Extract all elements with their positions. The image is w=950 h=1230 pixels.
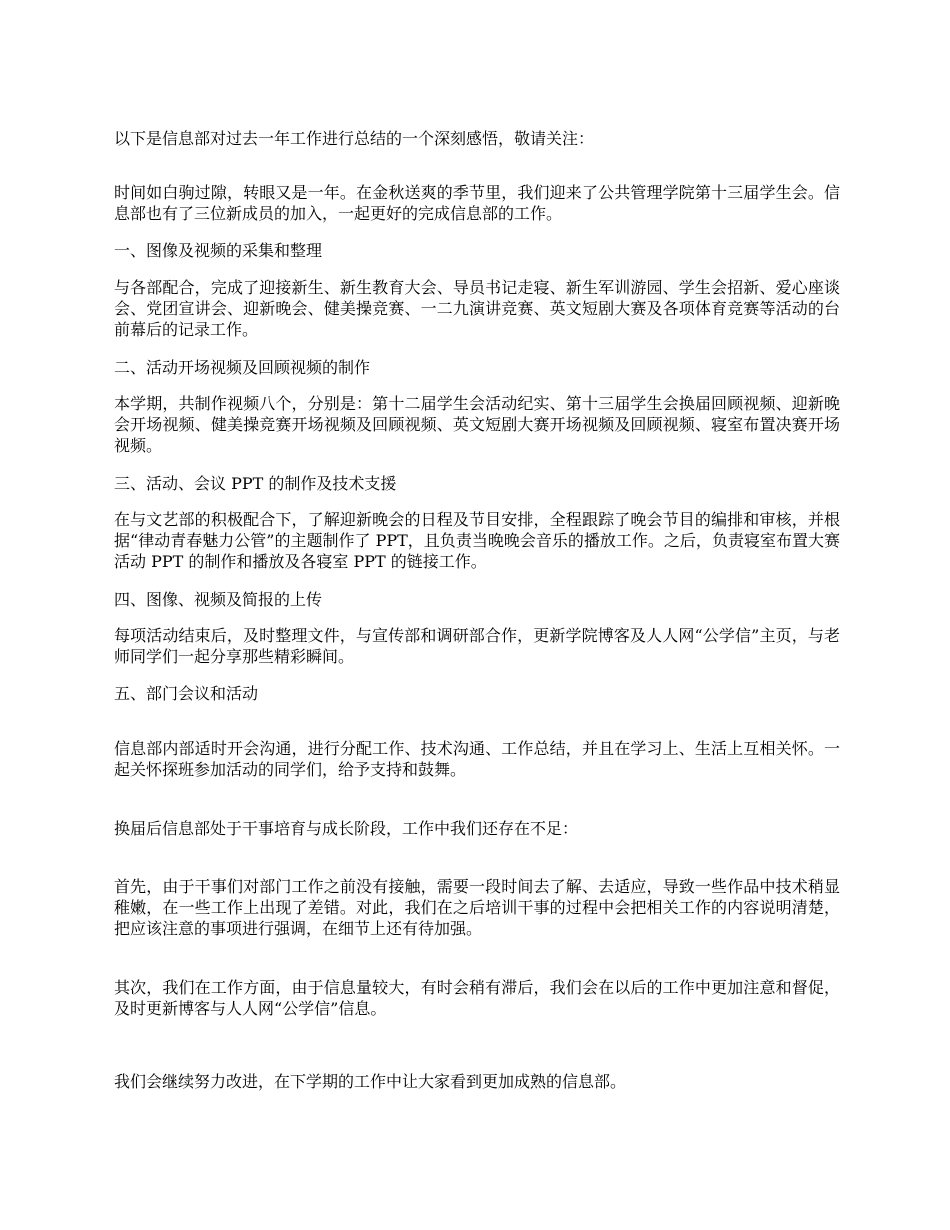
section-heading-5: 五、部门会议和活动: [114, 684, 259, 703]
section-body-4: 每项活动结束后，及时整理文件，与宣传部和调研部合作，更新学院博客及人人网“公学信”主页，与老师同学们一起分享那些精彩瞬间。: [114, 626, 840, 666]
section-body-2: 本学期，共制作视频八个，分别是：第十二届学生会活动纪实、第十三届学生会换届回顾视频、迎新晚会开场视频、健美操竞赛开场视频及回顾视频、英文短剧大赛开场视频及回顾视频、寝室布置决赛开场视频。: [114, 394, 840, 455]
section-heading-3: 三、活动、会议 PPT 的制作及技术支援: [114, 474, 397, 493]
shortcoming-second: 其次，我们在工作方面，由于信息量较大，有时会稍有滞后，我们会在以后的工作中更加注意和督促，及时更新博客与人人网“公学信”信息。: [114, 978, 840, 1018]
section-body-1: 与各部配合，完成了迎接新生、新生教育大会、导员书记走寝、新生军训游园、学生会招新、爱心座谈会、党团宣讲会、迎新晚会、健美操竞赛、一二九演讲竞赛、英文短剧大赛及各项体育竞赛等活动的台前幕后的记录工作。: [114, 278, 840, 339]
section-body-3: 在与文艺部的积极配合下，了解迎新晚会的日程及节目安排，全程跟踪了晚会节目的编排和审核，并根据“律动青春魅力公管”的主题制作了 PPT，且负责当晚晚会音乐的播放工作。之后，负责寝室布置大赛活动 PPT 的制作和播放及各寝室 PPT 的链接工作。: [114, 510, 840, 571]
section-body-5: 信息部内部适时开会沟通，进行分配工作、技术沟通、工作总结，并且在学习上、生活上互相关怀。一起关怀探班参加活动的同学们，给予支持和鼓舞。: [114, 739, 840, 779]
shortcoming-first: 首先，由于干事们对部门工作之前没有接触，需要一段时间去了解、去适应，导致一些作品中技术稍显稚嫩，在一些工作上出现了差错。对此，我们在之后培训干事的过程中会把相关工作的内容说明清楚，把应该注意的事项进行强调，在细节上还有待加强。: [114, 877, 840, 938]
opening-paragraph: 时间如白驹过隙，转眼又是一年。在金秋送爽的季节里，我们迎来了公共管理学院第十三届学生会。信息部也有了三位新成员的加入，一起更好的完成信息部的工作。: [114, 183, 840, 223]
shortcomings-intro: 换届后信息部处于干事培育与成长阶段，工作中我们还存在不足：: [114, 819, 579, 838]
closing-paragraph: 我们会继续努力改进，在下学期的工作中让大家看到更加成熟的信息部。: [114, 1072, 627, 1091]
section-heading-2: 二、活动开场视频及回顾视频的制作: [114, 358, 371, 377]
section-heading-1: 一、图像及视频的采集和整理: [114, 241, 323, 260]
intro-paragraph: 以下是信息部对过去一年工作进行总结的一个深刻感悟，敬请关注：: [114, 129, 595, 148]
section-heading-4: 四、图像、视频及简报的上传: [114, 590, 323, 609]
